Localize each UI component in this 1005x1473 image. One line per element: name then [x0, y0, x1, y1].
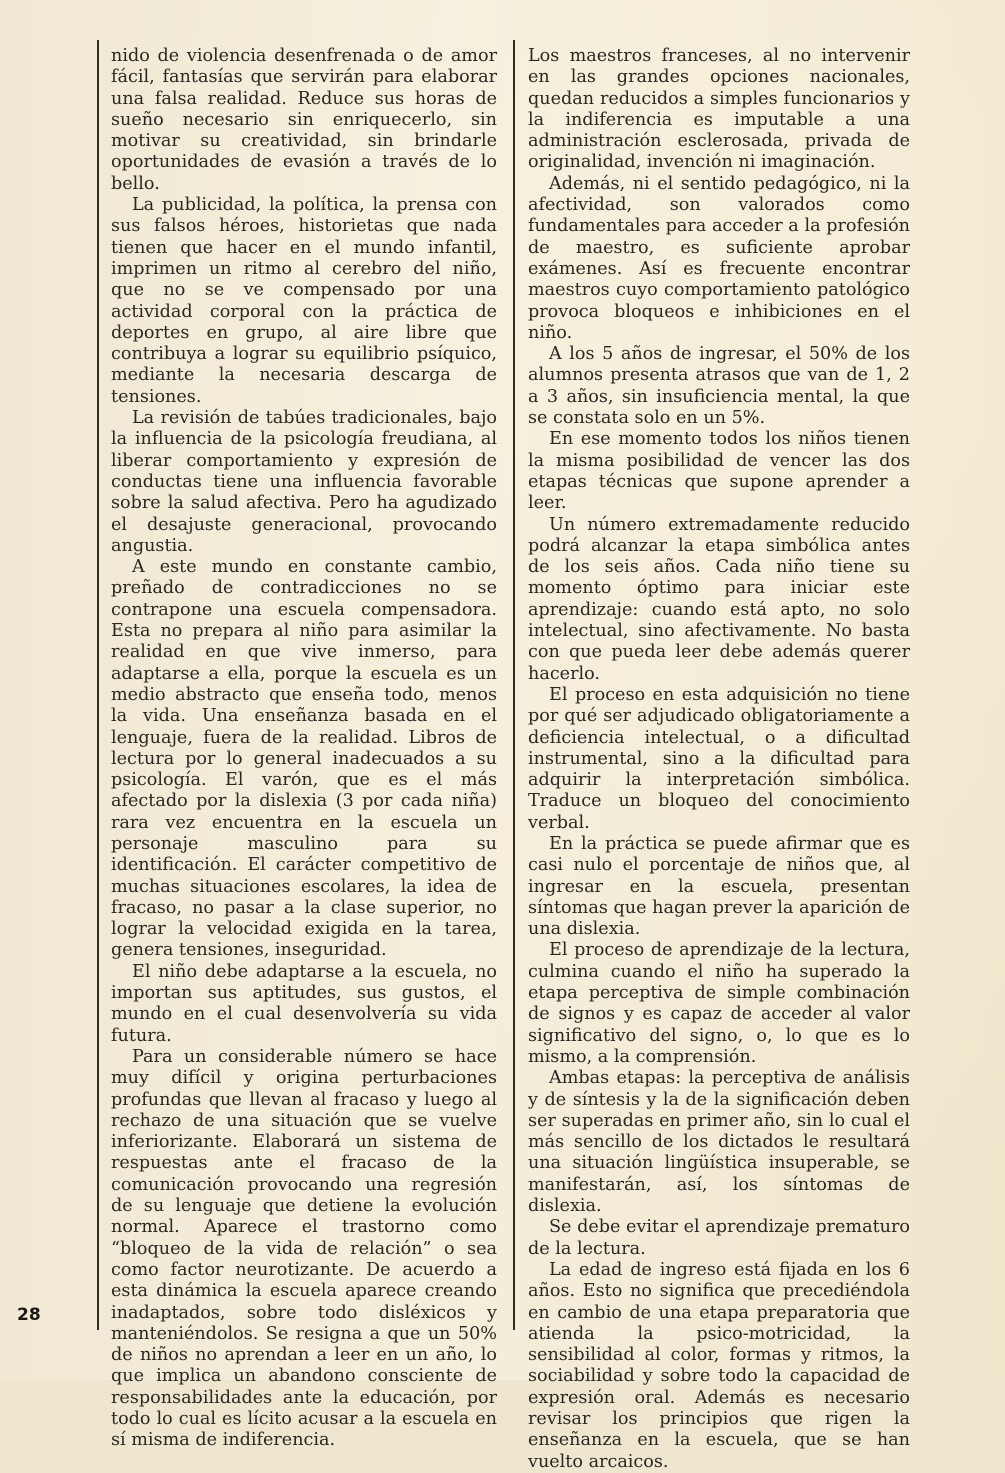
paragraph: Un número extremadamente reducido podrá alcanzar la etapa simbólica antes de los seis años. Cada niño tiene su momento óptimo para iniciar este aprendizaje: cuando está apto, no solo intelectual, sino afectivamente. No basta con que pueda leer debe además querer hacerlo.: [528, 514, 910, 684]
paragraph: El proceso en esta adquisición no tiene por qué ser adjudicado obligatoriamente a deficiencia intelectual, o a dificultad instrumental, sino a la dificultad para adquirir la interpretación simbólica. Traduce un bloqueo del conocimiento verbal.: [528, 684, 910, 833]
paragraph: El niño debe adaptarse a la escuela, no importan sus aptitudes, sus gustos, el mundo en el cual desenvolvería su vida futura.: [111, 961, 497, 1046]
paragraph: Se debe evitar el aprendizaje prematuro de la lectura.: [528, 1217, 910, 1259]
paragraph: A los 5 años de ingresar, el 50% de los alumnos presenta atrasos que van de 1, 2 a 3 años, sin insuficiencia mental, la que se constata solo en un 5%.: [528, 344, 910, 429]
paragraph: Para un considerable número se hace muy difícil y origina perturbaciones profundas que llevan al fracaso y luego al rechazo de una situación que se vuelve inferiorizante. Elaborará un sistema de respuestas ante el fracaso de la comunicación provocando una regresión de su lenguaje que detiene la evolución normal. Aparece el trastorno como “bloqueo de la vida de relación” o sea como factor neurotizante. De acuerdo a esta dinámica la escuela aparece creando inadaptados, sobre todo disléxicos y manteniéndolos. Se resigna a que un 50% de niños no aprendan a leer en un año, lo que implica un abandono consciente de responsabilidades ante la educación, por todo lo cual es lícito acusar a la escuela en sí misma de indiferencia.: [111, 1046, 497, 1451]
paragraph: En ese momento todos los niños tienen la misma posibilidad de vencer las dos etapas técnicas que supone aprender a leer.: [528, 429, 910, 514]
center-column-rule: [513, 40, 515, 1330]
paragraph: Ambas etapas: la perceptiva de análisis y de síntesis y la de la significación deben ser superadas en primer año, sin lo cual el más sencillo de los dictados le resultará una situación lingüística insuperable, se manifestarán, así, los síntomas de dislexia.: [528, 1068, 910, 1217]
paragraph: La revisión de tabúes tradicionales, bajo la influencia de la psicología freudiana, al liberar comportamiento y expresión de conductas tiene una influencia favorable sobre la salud afectiva. Pero ha agudizado el desajuste generacional, provocando angustia.: [111, 408, 497, 556]
paragraph: nido de violencia desenfrenada o de amor fácil, fantasías que servirán para elaborar una falsa realidad. Reduce sus horas de sueño necesario sin enriquecerlo, sin motivar su creatividad, sin brindarle oportunidades de evasión a través de lo bello.: [111, 46, 497, 194]
paragraph: Los maestros franceses, al no intervenir en las grandes opciones nacionales, quedan reducidos a simples funcionarios y la indiferencia es imputable a una administración esclerosada, privada de originalidad, invención ni imaginación.: [528, 46, 910, 173]
page-number: 28: [17, 1305, 41, 1325]
paragraph: La publicidad, la política, la prensa con sus falsos héroes, historietas que nada tienen que hacer en el mundo infantil, imprimen un ritmo al cerebro del niño, que no se ve compensado por una actividad corporal con la práctica de deportes en grupo, al aire libre que contribuya a lograr su equilibrio psíquico, mediante la necesaria descarga de tensiones.: [111, 195, 497, 407]
left-column-rule: [97, 40, 99, 1330]
left-text-column: [111, 46, 497, 1452]
paragraph: La edad de ingreso está fijada en los 6 años. Esto no significa que precediéndola en cambio de una etapa preparatoria que atienda la psico-motricidad, la sensibilidad al color, formas y ritmos, la sociabilidad y sobre todo la capacidad de expresión oral. Además es necesario revisar los principios que rigen la enseñanza en la escuela, que se han vuelto arcaicos.: [528, 1259, 910, 1472]
right-text-column: [528, 46, 910, 1473]
paragraph: Además, ni el sentido pedagógico, ni la afectividad, son valorados como fundamentales para acceder a la profesión de maestro, es suficiente aprobar exámenes. Así es frecuente encontrar maestros cuyo comportamiento patológico provoca bloqueos e inhibiciones en el niño.: [528, 173, 910, 343]
paragraph: El proceso de aprendizaje de la lectura, culmina cuando el niño ha superado la etapa perceptiva de simple combinación de signos y es capaz de acceder al valor significativo del signo, o, lo que es lo mismo, a la comprensión.: [528, 940, 910, 1067]
paragraph: En la práctica se puede afirmar que es casi nulo el porcentaje de niños que, al ingresar en la escuela, presentan síntomas que hagan prever la aparición de una dislexia.: [528, 833, 910, 940]
paragraph: A este mundo en constante cambio, preñado de contradicciones no se contrapone una escuela compensadora. Esta no prepara al niño para asimilar la realidad en que vive inmerso, para adaptarse a ella, porque la escuela es un medio abstracto que enseña todo, menos la vida. Una enseñanza basada en el lenguaje, fuera de la realidad. Libros de lectura por lo general inadecuados a su psicología. El varón, que es el más afectado por la dislexia (3 por cada niña) rara vez encuentra en la escuela un personaje masculino para su identificación. El carácter competitivo de muchas situaciones escolares, la idea de fracaso, no pasar a la clase superior, no lograr la velocidad exigida en la tarea, genera tensiones, inseguridad.: [111, 557, 497, 961]
